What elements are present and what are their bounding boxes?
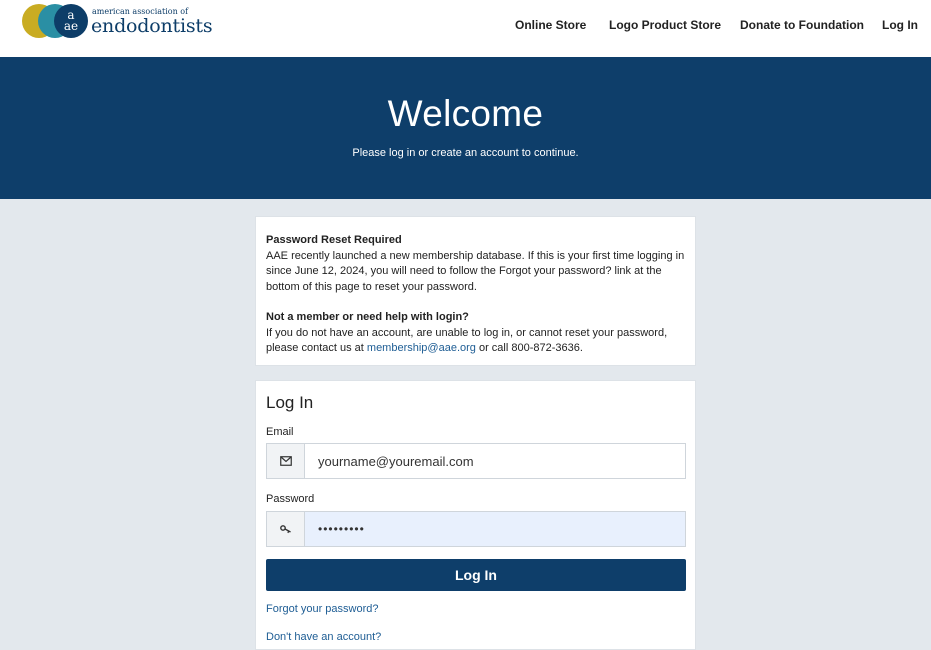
help-body: [266, 326, 685, 357]
logo-tagline: american association of: [92, 7, 189, 16]
aae-logo[interactable]: [22, 4, 213, 40]
key-icon: [267, 512, 305, 546]
notice-card: [255, 216, 696, 366]
password-label: Password: [266, 493, 315, 505]
password-field-group: [266, 511, 686, 547]
page-title: Welcome: [387, 93, 544, 134]
logo-name: endodontists: [91, 15, 213, 37]
create-account-link[interactable]: Don't have an account?: [266, 631, 382, 643]
reset-heading: Password Reset Required: [266, 234, 402, 246]
help-body-text: If you do not have an account, are unable to log in, or cannot reset your password, please contact us at: [266, 326, 668, 354]
top-bar: [0, 0, 931, 57]
nav-log-in[interactable]: Log In: [882, 18, 918, 32]
email-field-group: [266, 443, 686, 479]
password-input[interactable]: [305, 512, 685, 546]
login-submit-button[interactable]: Log In: [266, 559, 686, 591]
help-body-phone: or call 800-872-3636.: [475, 342, 583, 354]
nav-online-store[interactable]: Online Store: [515, 18, 587, 32]
welcome-banner: [0, 57, 931, 199]
page-subtitle: Please log in or create an account to continue.: [352, 147, 579, 159]
nav-donate-to-foundation[interactable]: Donate to Foundation: [740, 18, 864, 32]
membership-email-link[interactable]: membership@aae.org: [366, 342, 476, 354]
login-title: Log In: [266, 393, 314, 412]
envelope-icon: [267, 444, 305, 478]
forgot-password-link[interactable]: Forgot your password?: [266, 603, 379, 615]
login-card: [255, 380, 696, 650]
reset-body: AAE recently launched a new membership database. If this is your first time logging in since June 12, 2024, you will need to follow the Forgot your password? link at the bottom of this page to reset your password.: [266, 249, 685, 293]
logo-monogram-circle: a ae: [54, 4, 88, 38]
email-label: Email: [266, 426, 294, 438]
help-heading: Not a member or need help with login?: [266, 311, 469, 323]
nav-logo-product-store[interactable]: Logo Product Store: [609, 18, 721, 32]
email-input[interactable]: [305, 444, 685, 478]
